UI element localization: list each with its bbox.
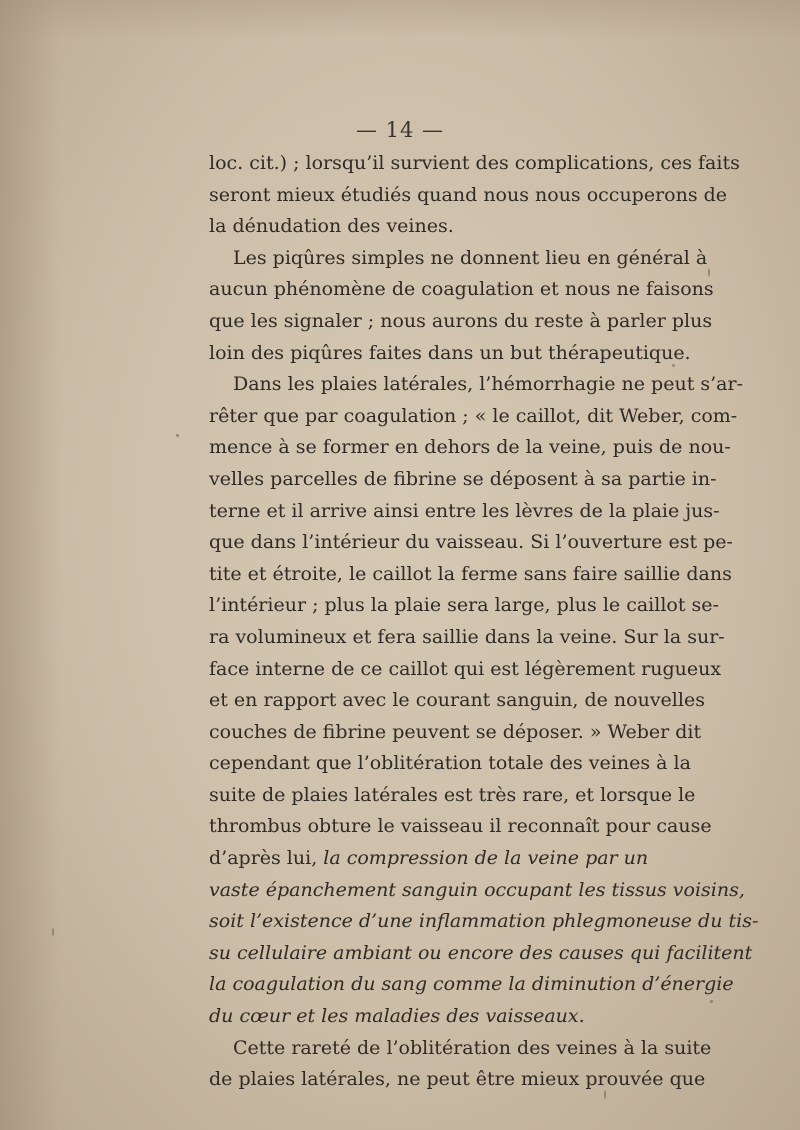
paper-speck	[708, 268, 710, 277]
page-number: — 14 —	[355, 118, 445, 142]
text-line: que dans l’intérieur du vaisseau. Si l’ouverture est pe-	[209, 531, 733, 554]
text-line: et en rapport avec le courant sanguin, de nouvelles	[209, 689, 705, 712]
text-line: suite de plaies latérales est très rare, et lorsque le	[209, 783, 696, 806]
text-line: tite et étroite, le caillot la ferme sans faire saillie dans	[209, 562, 732, 585]
paper-speck	[176, 434, 179, 437]
text-line: su cellulaire ambiant ou encore des causes qui facilitent	[209, 941, 753, 964]
text-line	[209, 843, 649, 875]
text-line: du cœur et les maladies des vaisseaux.	[209, 1005, 585, 1028]
paper-speck	[672, 364, 675, 367]
text-line: Dans les plaies latérales, l’hémorrhagie ne peut s’ar-	[233, 373, 743, 396]
paper-speck	[604, 1090, 606, 1099]
text-line: loc. cit.) ; lorsqu’il survient des complications, ces faits	[209, 152, 740, 174]
text-line: Les piqûres simples ne donnent lieu en général à	[233, 246, 708, 269]
text-line: l’intérieur ; plus la plaie sera large, plus le caillot se-	[209, 594, 719, 617]
text-line: vaste épanchement sanguin occupant les tissus voisins,	[209, 878, 745, 901]
text-line: de plaies latérales, ne peut être mieux prouvée que	[209, 1068, 706, 1091]
text-line: loin des piqûres faites dans un but thérapeutique.	[209, 341, 691, 364]
text-line: seront mieux étudiés quand nous nous occuperons de	[209, 183, 728, 206]
text-line: terne et il arrive ainsi entre les lèvres de la plaie jus-	[209, 499, 720, 522]
text-line: face interne de ce caillot qui est légèrement rugueux	[209, 657, 722, 680]
italic-text-span: la compression de la veine par un	[323, 847, 649, 870]
text-line: soit l’existence d’une inflammation phlegmoneuse du tis-	[209, 910, 759, 933]
text-line: aucun phénomène de coagulation et nous ne faisons	[209, 278, 714, 301]
text-line: mence à se former en dehors de la veine, puis de nou-	[209, 436, 731, 459]
text-line: que les signaler ; nous aurons du reste à parler plus	[209, 309, 713, 332]
text-line: thrombus obture le vaisseau il reconnaît pour cause	[209, 815, 712, 838]
text-line: couches de fibrine peuvent se déposer. » Weber dit	[209, 720, 702, 743]
text-line: Cette rareté de l’oblitération des veines à la suite	[233, 1036, 712, 1059]
text-line: la coagulation du sang comme la diminution d’énergie	[209, 973, 734, 996]
text-line: velles parcelles de fibrine se déposent à sa partie in-	[209, 467, 717, 490]
text-line: cependant que l’oblitération totale des veines à la	[209, 752, 691, 775]
text-span: d’après lui,	[209, 847, 324, 870]
paper-speck	[710, 1000, 713, 1003]
text-line: la dénudation des veines.	[209, 215, 454, 238]
body-text	[209, 148, 759, 1096]
text-line: ra volumineux et fera saillie dans la veine. Sur la sur-	[209, 625, 725, 648]
paper-speck	[52, 928, 54, 936]
text-line: rêter que par coagulation ; « le caillot, dit Weber, com-	[209, 404, 738, 427]
